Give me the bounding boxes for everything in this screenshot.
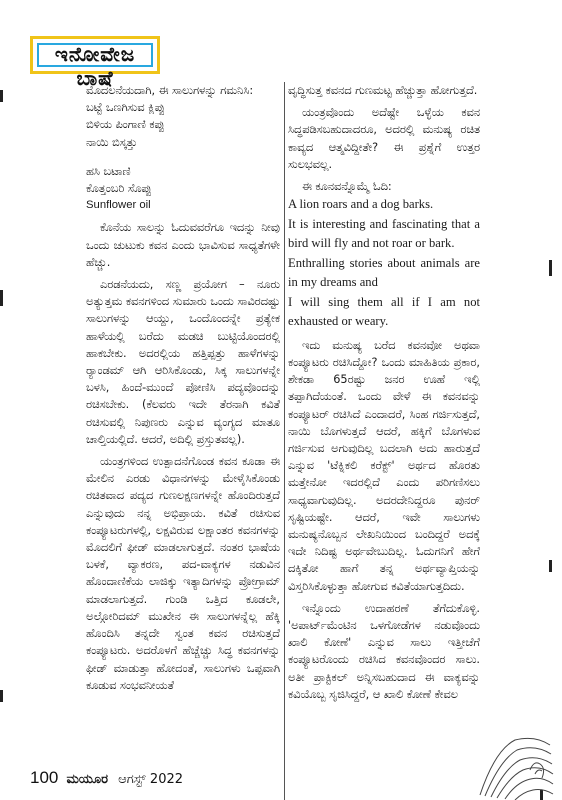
paragraph: ಕೊನೆಯ ಸಾಲನ್ನು ಓದುವವರೆಗೂ ಇದನ್ನು ನೀವು ಒಂದು ಚುಟುಕು ಕವನ ಎಂದು ಭಾವಿಸುವ ಸಾಧ್ಯತೆಗಳೇ ಹೆಚ್ಚು.	[86, 221, 280, 269]
paragraph: ಈ ಕೂನವನ್ನೊಮ್ಮೆ ಓದಿ:	[302, 180, 392, 194]
section-title: ಇನೋವೇಜ ಬಾಷೆ	[54, 42, 136, 90]
list-line: ಹಸಿ ಬಟಾಣಿ	[86, 164, 131, 178]
poem-line: I will sing them all if I am not exhausted or weary.	[288, 294, 480, 329]
left-column	[86, 82, 280, 694]
list-line: ಬಟ್ಟೆ ಒಣಗಿಸುವ ಕ್ಲಿಪ್ಪು	[86, 101, 165, 115]
magazine-name: ಮಯೂರ	[66, 772, 108, 787]
crop-mark	[549, 560, 552, 572]
issue-date: ಆಗಸ್ಟ್ 2022	[118, 772, 184, 787]
crop-mark	[549, 260, 552, 276]
list-line: ಮೊದಲನೆಯದಾಗಿ, ಈ ಸಾಲುಗಳನ್ನು ಗಮನಿಸಿ:	[86, 84, 254, 97]
list-line: ಬಿಳಿಯ ಪಿಂಗಾಣಿ ಕಪ್ಪು	[86, 118, 165, 132]
right-column	[288, 82, 480, 703]
crop-mark	[0, 90, 3, 102]
poem-line: It is interesting and fascinating that a bird will fly and not roar or bark.	[288, 216, 480, 251]
crop-mark	[0, 290, 3, 306]
decorative-sketch-icon	[475, 730, 555, 800]
paragraph: ಇದು ಮನುಷ್ಯ ಬರೆದ ಕವನವೋ ಅಥವಾ ಕಂಪ್ಯೂಟರು ರಚಿಸಿದ್ದೋ? ಒಂದು ಮಾಹಿತಿಯ ಪ್ರಕಾರ, ಶೇಕಡಾ 65ರಷ್ಟು ಜನರ ಊಹೆ ಇಲ್ಲಿ ತಪ್ಪಾಗಿದೆಯಂತೆ. ಒಂದು ವೇಳೆ ಈ ಕವನವನ್ನು ಕಂಪ್ಯೂಟರ್ ರಚಿಸಿದೆ ಎಂದಾದರೆ, ಸಿಂಹ ಗರ್ಜಿಸುತ್ತದೆ, ನಾಯಿ ಬೊಗಳುತ್ತದೆ ಆದರೆ, ಹಕ್ಕಿಗೆ ಬೊಗಳುವ ಗರ್ಜಿಸುವ ಅಗುವುದಿಲ್ಲ ಬದಲಾಗಿ ಅದು ಹಾರುತ್ತದೆ ಎನ್ನುವ 'ಟೆಕ್ನಿಕಲಿ ಕರೆಕ್ಟ್' ಅರ್ಥದ ಹೊರತು ಮತ್ತೇನೋ ಇದರಲ್ಲಿದೆ ಎಂದು ಪರಿಗಣಿಸಲು ಸಾಧ್ಯವಾಗುವುದಿಲ್ಲ. ಅದರದೇನಿದ್ದರೂ ಪುನರ್ ಸೃಷ್ಟಿಯಷ್ಟೇ. ಆದರೆ, ಇವೇ ಸಾಲುಗಳು ಮನುಷ್ಯನೊಬ್ಬನ ಲೇಖನಿಯಿಂದ ಬಂದಿದ್ದರೆ ಅದಕ್ಕೆ ಇದೇ ನಿದಿಷ್ಟ ಅರ್ಥವೇಬುದಿಲ್ಲ. ಓದುಗನಿಗೆ ಹೇಗೆ ದಕ್ಕಿತೋ ಹಾಗೆ ತನ್ನ ಅರ್ಥವ್ಯಾಪ್ತಿಯನ್ನು ವಿಸ್ತರಿಸಿಕೊಳ್ಳುತ್ತಾ ಹೋಗುವ ಕವಿತೆಯಾಗುತ್ತದಿದು.	[288, 338, 480, 593]
paragraph: ಯಂತ್ರವೊಂದು ಅದೆಷ್ಟೇ ಒಳ್ಳೆಯ ಕವನ ಸಿದ್ಧಪಡಿಸಬಹುದಾದರೂ, ಅದರಲ್ಲಿ ಮನುಷ್ಯ ರಚಿತ ಕಾವ್ಯದ ಆತ್ಮವಿದ್ದೀತೇ? ಈ ಪ್ರಶ್ನೆಗೆ ಉತ್ತರ ಸುಲಭವಲ್ಲ.	[288, 106, 480, 171]
list-line: ಕೊತ್ತಂಬರಿ ಸೊಪ್ಪು	[86, 182, 152, 196]
poem-line: A lion roars and a dog barks.	[288, 197, 434, 212]
page-footer	[30, 768, 183, 788]
column-divider	[284, 82, 285, 800]
list-line: ನಾಯಿ ಬಿಸ್ಕತ್ತು	[86, 135, 138, 149]
paragraph: ಯಂತ್ರಗಳಿಂದ ಉತ್ಪಾದನೆಗೊಂಡ ಕವನ ಕೂಡಾ ಈ ಮೇಲಿನ ಎರಡು ವಿಧಾನಗಳನ್ನು ಮೇಳೈಸಿಕೊಂಡು ರಚಿತವಾದ ಪದ್ಯದ ಗುಣಲಕ್ಷಣಗಳನ್ನೇ ಹೊಂದಿರುತ್ತದೆ ಎನ್ನುವುದು ನನ್ನ ಅಭಿಪ್ರಾಯ. ಕವಿತೆ ರಚಿಸುವ ಕಂಪ್ಯೂಟರುಗಳಲ್ಲಿ, ಲಕ್ಷವಿರುವ ಲಕ್ಷಾಂತರ ಕವನಗಳನ್ನು ಮೊದಲಿಗೆ ಫೀಡ್ ಮಾಡಲಾಗುತ್ತದೆ. ನಂತರ ಭಾಷೆಯ ಬಳಕೆ, ವ್ಯಾಕರಣ, ಪದ-ವಾಕ್ಯಗಳ ನಡುವಿನ ಹೊಂದಾಣಿಕೆಯ ಲಾಜಿಕ್ಕು ಇತ್ಯಾದಿಗಳನ್ನು ಪ್ರೋಗ್ರಾಮ್ ಮಾಡಲಾಗುತ್ತದೆ. ಗುಂಡಿ ಒತ್ತಿದ ಕೂಡಲೇ, ಅಲ್ಗೋರಿದಮ್ ಮುಖೇನ ಈ ಸಾಲುಗಳನ್ನೆಲ್ಲ ಹೆಕ್ಕಿ ಹೊಂದಿಸಿ ತನ್ನದೇ ಸ್ವಂತ ಕವನ ರಚಿಸುತ್ತದೆ ಕಂಪ್ಯೂಟರು. ಅದರೊಳಗೆ ಹೆಚ್ಚೆಚ್ಚು ಸಿದ್ಧ ಕವನಗಳನ್ನು ಫೀಡ್ ಮಾಡುತ್ತಾ ಹೋದಂತೆ, ಸಾಲುಗಳು ಒಪ್ಪವಾಗಿ ಕೂಡುವ ಸಂಭವನೀಯತೆ	[86, 455, 280, 692]
crop-mark	[0, 690, 3, 702]
paragraph: ಎರಡನೆಯದು, ಸಣ್ಣ ಪ್ರಯೋಗ – ನೂರು ಅತ್ಯುತ್ತಮ ಕವನಗಳಿಂದ ಸುಮಾರು ಒಂದು ಸಾವಿರದಷ್ಟು ಸಾಲುಗಳನ್ನು ಆಯ್ದು, ಒಂದೊಂದನ್ನೇ ಪ್ರತ್ಯೇಕ ಹಾಳೆಯಲ್ಲಿ ಬರೆದು ಮಡಚಿ ಬುಟ್ಟಿಯೊಂದರಲ್ಲಿ ಹಾಕಬೇಕು. ಅದರಲ್ಲಿಯ ಹತ್ತಿಪ್ಪತ್ತು ಹಾಳೆಗಳನ್ನು ರ್‍ಯಾಂಡಮ್ ಆಗಿ ಆರಿಸಿಕೊಂಡು, ಸಿಕ್ಕ ಸಾಲುಗಳನ್ನೇ ಬಳಸಿ, ಹಿಂದೆ-ಮುಂದೆ ಪೋಣಿಸಿ ಪದ್ಯವೊಂದನ್ನು ರಚಿಸಬೇಕು. (ಕೆಲವರು ಇದೇ ತೆರನಾಗಿ ಕವಿತೆ ರಚಿಸುವಲ್ಲಿ ನಿಪುಣರು ಎನ್ನುವ ವ್ಯಂಗ್ಯದ ಮಾತೂ ಚಾಲ್ತಿಯಲ್ಲಿದೆ. ಆದರೆ, ಅದಿಲ್ಲಿ ಪ್ರಸ್ತುತವಲ್ಲ).	[86, 278, 280, 446]
list-line-english: Sunflower oil	[86, 199, 151, 212]
paragraph: ವೃದ್ಧಿಸುತ್ತ ಕವನದ ಗುಣಮಟ್ಟ ಹೆಚ್ಚುತ್ತಾ ಹೋಗುತ್ತದೆ.	[288, 84, 478, 97]
paragraph: ಇನ್ನೊಂದು ಉದಾಹರಣೆ ತೆಗೆದುಕೊಳ್ಳಿ. 'ಅಪಾರ್ಟ್‌ಮೆಂಟಿನ ಒಳಗೋಡೆಗಳ ನಡುವೊಂದು ಖಾಲಿ ಕೋಣೆ' ಎನ್ನುವ ಸಾಲು ಇತ್ತೀಚೆಗೆ ಕಂಪ್ಯೂಟರೊಂದು ರಚಿಸಿದ ಕವನವೊಂದರ ಸಾಲು. ಅತೀ ಪ್ರಾಕ್ಟಿಕಲ್ ಅನ್ನಿಸಬಹುದಾದ ಈ ವಾಕ್ಯವನ್ನು ಕವಿಯೊಬ್ಬ ಸೃಜಿಸಿದ್ದರೆ, ಆ ಖಾಲಿ ಕೋಣೆ ಕೇವಲ	[288, 601, 480, 701]
section-header	[30, 36, 160, 90]
poem-line: Enthralling stories about animals are in my dreams and	[288, 255, 480, 290]
page-number: 100	[30, 768, 59, 787]
